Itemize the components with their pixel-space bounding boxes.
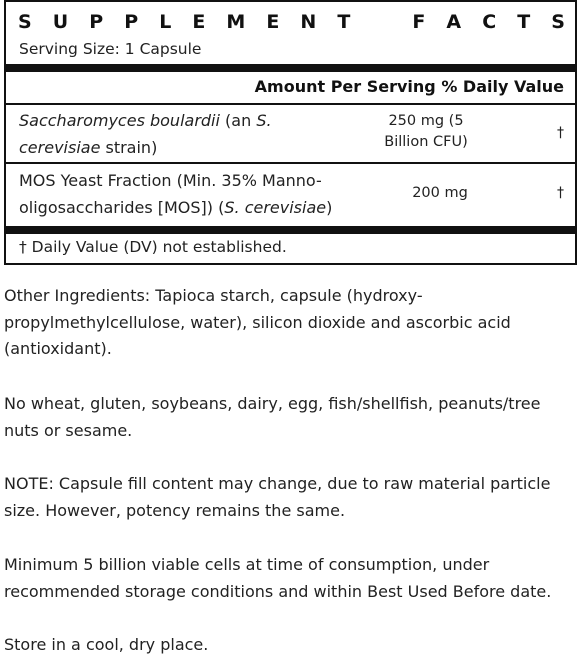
divider-thick bbox=[6, 64, 575, 72]
ingredient-name-italic: cerevisiae bbox=[19, 138, 101, 157]
text-line: Store in a cool, dry place. bbox=[4, 635, 209, 654]
title-letter: L bbox=[159, 11, 172, 33]
title-letter: E bbox=[266, 11, 280, 33]
daily-value-dagger: † bbox=[557, 125, 564, 141]
text-line: NOTE: Capsule fill content may change, due to raw material particle bbox=[4, 474, 551, 493]
ingredient-name bbox=[19, 107, 344, 161]
ingredient-name-text: MOS Yeast Fraction (Min. 35% Manno- bbox=[19, 171, 322, 190]
ingredient-name-text: ) bbox=[326, 198, 333, 217]
ingredient-amount: 200 mg bbox=[412, 185, 468, 201]
title-letter: A bbox=[446, 11, 462, 33]
title-letter: M bbox=[226, 11, 246, 33]
dv-footnote: † Daily Value (DV) not established. bbox=[19, 238, 287, 256]
title-letter: T bbox=[517, 11, 531, 33]
daily-value-dagger: † bbox=[557, 185, 564, 201]
text-line: propylmethylcellulose, water), silicon dioxide and ascorbic acid bbox=[4, 312, 511, 332]
title-letter: C bbox=[482, 11, 497, 33]
potency-statement bbox=[4, 552, 576, 605]
supplement-facts-panel bbox=[4, 0, 577, 265]
text-line: Minimum 5 billion viable cells at time of consumption, under bbox=[4, 555, 490, 574]
text-line: recommended storage conditions and within Best Used Before date. bbox=[4, 581, 552, 601]
divider-thick bbox=[6, 226, 575, 234]
capsule-note bbox=[4, 471, 576, 524]
ingredient-name bbox=[19, 167, 344, 221]
title-letter: T bbox=[337, 11, 351, 33]
title-letter: S bbox=[551, 11, 565, 33]
ingredient-amount bbox=[366, 111, 486, 153]
other-ingredients-text bbox=[4, 283, 576, 363]
text-line: size. However, potency remains the same. bbox=[4, 500, 346, 520]
ingredient-name-text: (an bbox=[219, 111, 257, 130]
text-line: nuts or sesame. bbox=[4, 420, 133, 440]
title-letter: N bbox=[300, 11, 317, 33]
title-letter: U bbox=[52, 11, 69, 33]
text-line: No wheat, gluten, soybeans, dairy, egg, fish/shellfish, peanuts/tree bbox=[4, 394, 541, 413]
title-letter: P bbox=[124, 11, 139, 33]
ingredient-name-italic: S. bbox=[256, 111, 272, 130]
serving-size: Serving Size: 1 Capsule bbox=[19, 40, 202, 58]
ingredient-name-text: strain) bbox=[100, 138, 158, 157]
ingredient-name-italic: Saccharomyces boulardii bbox=[19, 111, 220, 130]
amount-line: Billion CFU) bbox=[384, 134, 468, 150]
allergen-statement bbox=[4, 391, 576, 444]
title-letter: F bbox=[412, 11, 426, 33]
ingredient-row bbox=[6, 105, 575, 162]
supplement-facts-title bbox=[6, 7, 575, 37]
text-line: Other Ingredients: Tapioca starch, capsule (hydroxy- bbox=[4, 286, 423, 305]
ingredient-name-text: oligosaccharides [MOS]) ( bbox=[19, 198, 225, 217]
title-letter: E bbox=[192, 11, 206, 33]
ingredient-row bbox=[6, 164, 575, 226]
storage-instructions bbox=[4, 632, 576, 659]
amount-line: 250 mg (5 bbox=[388, 113, 464, 129]
text-line: (antioxidant). bbox=[4, 339, 112, 358]
title-letter: S bbox=[18, 11, 32, 33]
amount-header: Amount Per Serving % Daily Value bbox=[254, 77, 564, 96]
title-letter: P bbox=[89, 11, 104, 33]
ingredient-name-italic: S. cerevisiae bbox=[224, 198, 327, 217]
